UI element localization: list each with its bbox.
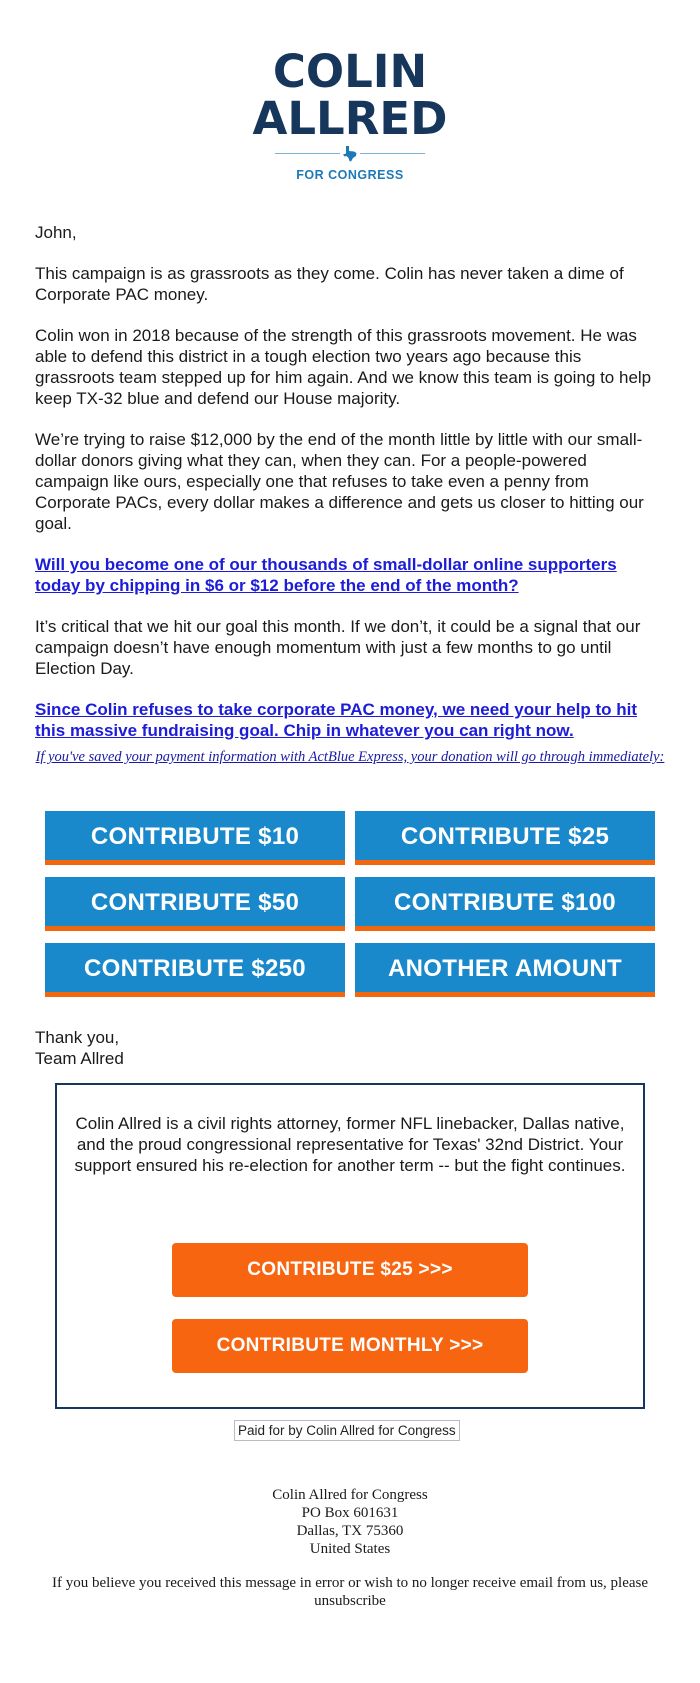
footer-org: Colin Allred for Congress [272,1487,428,1503]
texas-icon [340,146,360,162]
cta-paragraph [35,554,665,596]
greeting: John, [35,223,77,242]
logo-line-2: ALLRED [252,92,448,145]
footer-city: Dallas, TX 75360 [296,1523,404,1539]
contribute-10-button[interactable]: CONTRIBUTE $10 [45,811,345,865]
donate-link-fundraising-goal[interactable]: Since Colin refuses to take corporate PAC money, we need your help to hit this massive fundraising goal. Chip in whatever you can right now. [35,700,638,740]
contribute-25-button[interactable]: CONTRIBUTE $25 [355,811,655,865]
body-paragraph: This campaign is as grassroots as they come. Colin has never taken a dime of Corporate PAC money. [35,264,624,304]
footer [0,1486,700,1610]
another-amount-button[interactable]: ANOTHER AMOUNT [355,943,655,997]
email-body [35,222,665,761]
bio-text: Colin Allred is a civil rights attorney, former NFL linebacker, Dallas native, and the proud congressional representative for Texas' 32nd District. Your support ensured his re-election for another term -- but the fight continues. [74,1114,626,1175]
paid-for-disclaimer: Paid for by Colin Allred for Congress [234,1420,460,1441]
body-paragraph: It’s critical that we hit our goal this month. If we don’t, it could be a signal that our campaign doesn’t have enough momentum with just a few months to go until Election Day. [35,617,641,678]
logo-divider [275,146,425,162]
contribute-50-button[interactable]: CONTRIBUTE $50 [45,877,345,931]
body-paragraph: We’re trying to raise $12,000 by the end of the month little by little with our small-dollar donors giving what they can, when they can. For a people-powered campaign like ours, especially one that refuses to take even a penny from Corporate PACs, every dollar makes a difference and gets us closer to hitting our goal. [35,430,644,533]
campaign-logo [0,45,700,182]
contribute-250-button[interactable]: CONTRIBUTE $250 [45,943,345,997]
signoff [35,1027,124,1069]
unsubscribe-text[interactable]: If you believe you received this message in error or wish to no longer receive email from us, please unsubscribe [51,1575,649,1609]
actblue-express-link[interactable]: If you've saved your payment information with ActBlue Express, your donation will go through immediately: [35,749,665,765]
bio-box [55,1083,645,1409]
logo-line-1: COLIN [272,45,428,98]
footer-address [0,1486,700,1558]
body-paragraph: Colin won in 2018 because of the strength of this grassroots movement. He was able to defend this district in a tough election two years ago because this grassroots team stepped up for him again. And we know this team is going to help keep TX-32 blue and defend our House majority. [35,326,652,408]
footer-po-box: PO Box 601631 [301,1505,399,1521]
contribute-100-button[interactable]: CONTRIBUTE $100 [355,877,655,931]
contribute-25-orange-button[interactable]: CONTRIBUTE $25 >>> [172,1243,528,1297]
logo-subtitle: FOR CONGRESS [296,168,404,182]
donate-link-chip-in[interactable]: Will you become one of our thousands of small-dollar online supporters today by chipping in $6 or $12 before the end of the month? [35,555,617,595]
footer-country: United States [309,1541,391,1557]
cta-paragraph [35,699,665,741]
contribute-monthly-button[interactable]: CONTRIBUTE MONTHLY >>> [172,1319,528,1373]
signoff-team: Team Allred [35,1049,124,1068]
signoff-thanks: Thank you, [35,1028,120,1047]
